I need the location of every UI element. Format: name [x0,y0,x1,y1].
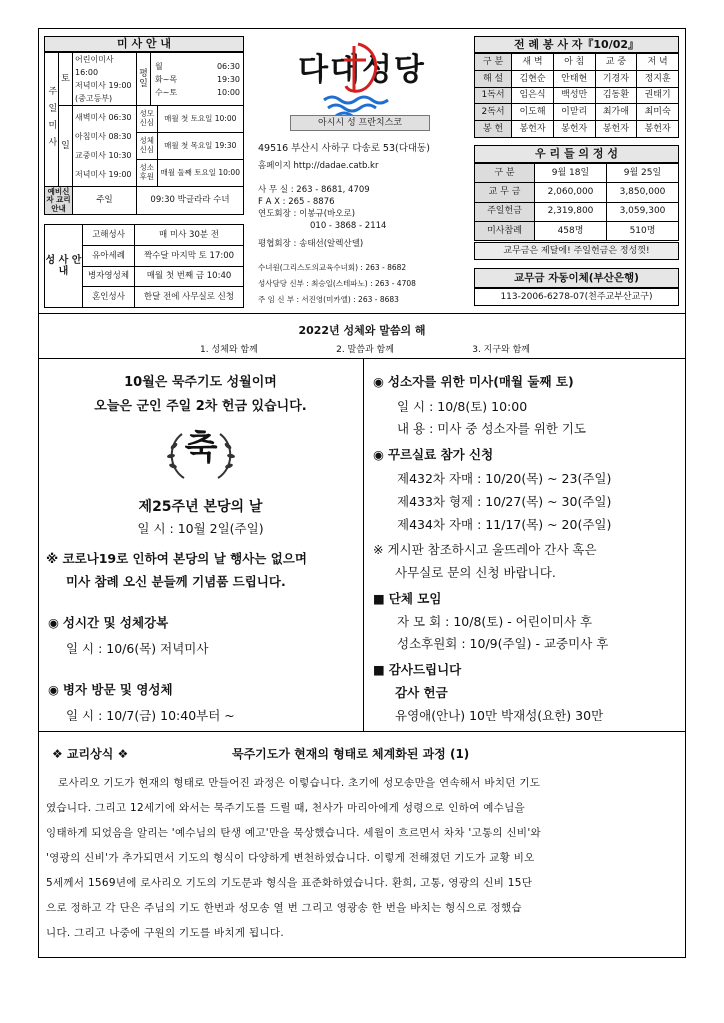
weekday-label: 평일 [137,53,151,106]
contact-line: 연도회장 : 이봉규(바오로) [258,209,356,219]
transfer-account: 113-2006-6278-07(천주교부산교구) [474,288,679,306]
anniversary-title: 제25주년 본당의 날 [138,499,263,515]
table-row: 미사참례 458명 510명 [475,221,679,240]
contact-line: 성사담당 신부 : 최승일(스테파노) : 263 - 4708 [258,279,416,288]
servers-title: 전 례 봉 사 자『10/02』 [474,36,679,53]
sun-label: 일 [59,106,73,187]
vocation-mass-details: 일 시 : 10/8(토) 10:00 내 용 : 미사 중 성소자를 위한 기도 [397,399,587,436]
sacrament-name: 고해성사 [83,225,135,246]
vocation-mass-heading: ◉ 성소자를 위한 미사(매월 둘째 토) [373,374,574,389]
transfer-title: 교무금 자동이체(부산은행) [474,268,679,288]
sun-masses: 새벽미사 06:30 아침미사 08:30 교중미사 10:30 저녁미사 19:00 [73,106,137,187]
cursillo-note-2: 사무실로 문의 신청 바랍니다. [395,565,556,580]
sacrament-text: 매월 첫 번째 금 10:40 [135,266,244,287]
bullet-icon: ◉ [48,682,59,697]
divider-body [38,731,686,732]
parish-contacts [258,184,468,250]
sacrament-text: 매 미사 30분 전 [135,225,244,246]
catechism-line: 니다. 그리고 나중에 구원의 기도를 바치게 됩니다. [46,927,284,939]
groups-heading: ■ 단체 모임 [373,591,442,606]
servers-table [474,53,679,138]
servers-header: 교 중 [595,54,637,71]
year-theme-title: 2022년 성체와 말씀의 해 [298,324,426,337]
parish-staff [258,260,470,308]
anniversary-note-2: 미사 참례 오신 분들께 기념품 드립니다. [66,574,286,589]
offerings-note: 교무금은 제달에! 주일헌금은 정성껏! [474,242,679,260]
servers-header: 아 침 [553,54,595,71]
cursillo-heading: ◉ 꾸르실료 참가 신청 [373,447,494,462]
intro-line-2: 오늘은 군인 주일 2차 헌금 있습니다. [94,399,307,414]
catechism-line: 였습니다. 그리고 12세기에 와서는 묵주기도를 드릴 때, 천사가 마리아에게 성령으로 인하여 예수님을 [46,802,525,814]
catechumen-day: 주일 [73,187,137,215]
mass-guide-title: 미 사 안 내 [44,36,244,52]
table-row: 해 설 김현순 안태현 기경자 정지훈 [475,70,679,87]
bullet-icon: ◉ [373,447,384,462]
sick-visit-heading: ◉ 병자 방문 및 영성체 [48,682,173,697]
cross-wave-logo [318,40,390,120]
cursillo-note-1: ※ 게시판 참조하시고 울뜨레아 간사 혹은 [373,542,597,557]
thanks-subtitle: 감사 헌금 [395,685,448,700]
catechism-label: ❖ 교리상식 ❖ [52,747,129,761]
offerings-header: 구 분 [475,164,535,183]
catechism-line: 5세께서 1569년에 로사리오 기도의 기도문과 형식을 표준화하였습니다. 환희, 고통, 영광의 신비 15단 [46,877,533,889]
table-row: 2독서 이도해 이맏리 최가애 최미숙 [475,104,679,121]
contact-line: 사 무 실 : 263 - 8681, 4709 [258,185,370,195]
square-bullet-icon: ■ [373,591,385,606]
table-row: 교 무 금 2,060,000 3,850,000 [475,183,679,202]
year-theme-items [200,342,530,355]
catechism-line: 으로 정하고 각 단은 주님의 기도 한번과 성모송 열 번 그리고 영광송 한 번을 바치는 형식으로 정했습 [46,902,522,914]
sacrament-name: 병자영성체 [83,266,135,287]
celebrate-char: 축 [184,428,218,468]
sacrament-name: 혼인성사 [83,287,135,308]
servers-header: 새 벽 [512,54,554,71]
catechism-line: 잉태하게 되었음을 알리는 '예수님의 탄생 예고'만을 묵상했습니다. 세월이 흐르면서 차차 '고통의 신비'와 [46,827,542,839]
sat-label: 토 [59,53,73,106]
divider-theme [38,358,686,359]
anniversary-date: 일 시 : 10월 2일(주일) [137,521,264,536]
table-row: 1독서 임은식 백성만 김동환 권태기 [475,87,679,104]
catechism-title: 묵주기도가 현재의 형태로 체계화된 과정 (1) [232,747,470,761]
bullet-icon: ◉ [48,615,59,630]
thanks-donors: 유영애(안나) 10만 박재성(요한) 30만 [395,708,604,723]
contact-line: 평협회장 : 송태선(알렉산델) [258,239,364,249]
contact-line: F A X : 265 - 8876 [258,197,335,207]
divider-header [38,313,686,314]
theme-item: 2. 말씀과 함께 [336,345,394,355]
sacrament-name: 유아세례 [83,245,135,266]
parish-homepage[interactable]: 홈페이지 http://dadae.catb.kr [258,161,379,171]
thanks-heading: ■ 감사드립니다 [373,662,462,677]
offerings-header: 9월 25일 [607,164,679,183]
groups-schedule: 자 모 회 : 10/8(토) - 어린이미사 후 성소후원회 : 10/9(주일) - 교중미사 후 [397,614,609,651]
sat-masses: 어린이미사 16:00 저녁미사 19:00 (중고등부) [73,53,137,106]
offerings-table [474,163,679,241]
cursillo-schedule: 제432차 자매 : 10/20(목) ~ 23(주일) 제433차 형제 : 10/27(목) ~ 30(주일) 제434차 자매 : 11/17(목) ~ 20(주일) [397,471,612,532]
catechumen-label: 예비신자 교리안내 [46,186,71,213]
contact-line: 010 - 3868 - 2114 [310,221,387,231]
sacrament-text: 한달 전에 사무실로 신청 [135,287,244,308]
parish-address: 49516 부산시 사하구 다송로 53(다대동) [258,143,430,154]
offerings-title: 우 리 들 의 정 성 [474,145,679,163]
sacrament-label: 성 사 안 내 [45,225,83,308]
parish-name: 다대성당 [298,52,426,88]
holy-hour-date: 일 시 : 10/6(목) 저녁미사 [66,641,209,656]
catechism-line: '영광의 신비'가 추가되면서 기도의 형식이 다양하게 변천하였습니다. 이렇게 전해졌던 기도가 교황 비오 [46,852,535,864]
holy-hour-heading: ◉ 성시간 및 성체강복 [48,615,169,630]
square-bullet-icon: ■ [373,662,385,677]
table-row: 주일헌금 2,319,800 3,059,300 [475,202,679,221]
sick-visit-date: 일 시 : 10/7(금) 10:40부터 ~ [66,708,235,723]
bullet-icon: ◉ [373,374,384,389]
sacrament-text: 짝수달 마지막 토 17:00 [135,245,244,266]
theme-item: 1. 성체와 함께 [200,345,258,355]
servers-header: 저 녁 [637,54,679,71]
offerings-header: 9월 18일 [535,164,607,183]
sacrament-table [44,224,244,308]
catechism-body [46,771,678,946]
servers-header: 구 분 [475,54,512,71]
contact-line: 주 임 신 부 : 서진영(미카엘) : 263 - 8683 [258,295,399,304]
contact-line: 수녀원(그리스도의교육수녀회) : 263 - 8682 [258,263,407,272]
patron-badge: 아시시 성 프란치스코 [290,115,430,131]
intro-line-1: 10월은 묵주기도 성월이며 [124,375,277,390]
special-masses: 성모신심 매월 첫 토요일 10:00 성체신심 매월 첫 목요일 19:30 성소후원 매월 둘째 토요일 10:00 [137,106,244,187]
table-row: 봉 헌 봉헌자 봉헌자 봉헌자 봉헌자 [475,121,679,138]
catechumen-text: 09:30 박글라라 수녀 [137,187,244,215]
catechism-line: 로사리오 기도가 현재의 형태로 만들어진 과정은 이렇습니다. 초기에 성모송만을 연속해서 바치던 기도 [58,777,541,789]
sunday-mass-label: 주일미사 [45,53,59,187]
mass-guide-table [44,52,244,215]
theme-item: 3. 지구와 함께 [472,345,530,355]
weekday-masses: 월 06:30 화~목 19:30 수~토 10:00 [151,53,244,106]
anniversary-note-1: ※ 코로나19로 인하여 본당의 날 행사는 없으며 [46,551,307,566]
divider-columns [363,358,364,731]
